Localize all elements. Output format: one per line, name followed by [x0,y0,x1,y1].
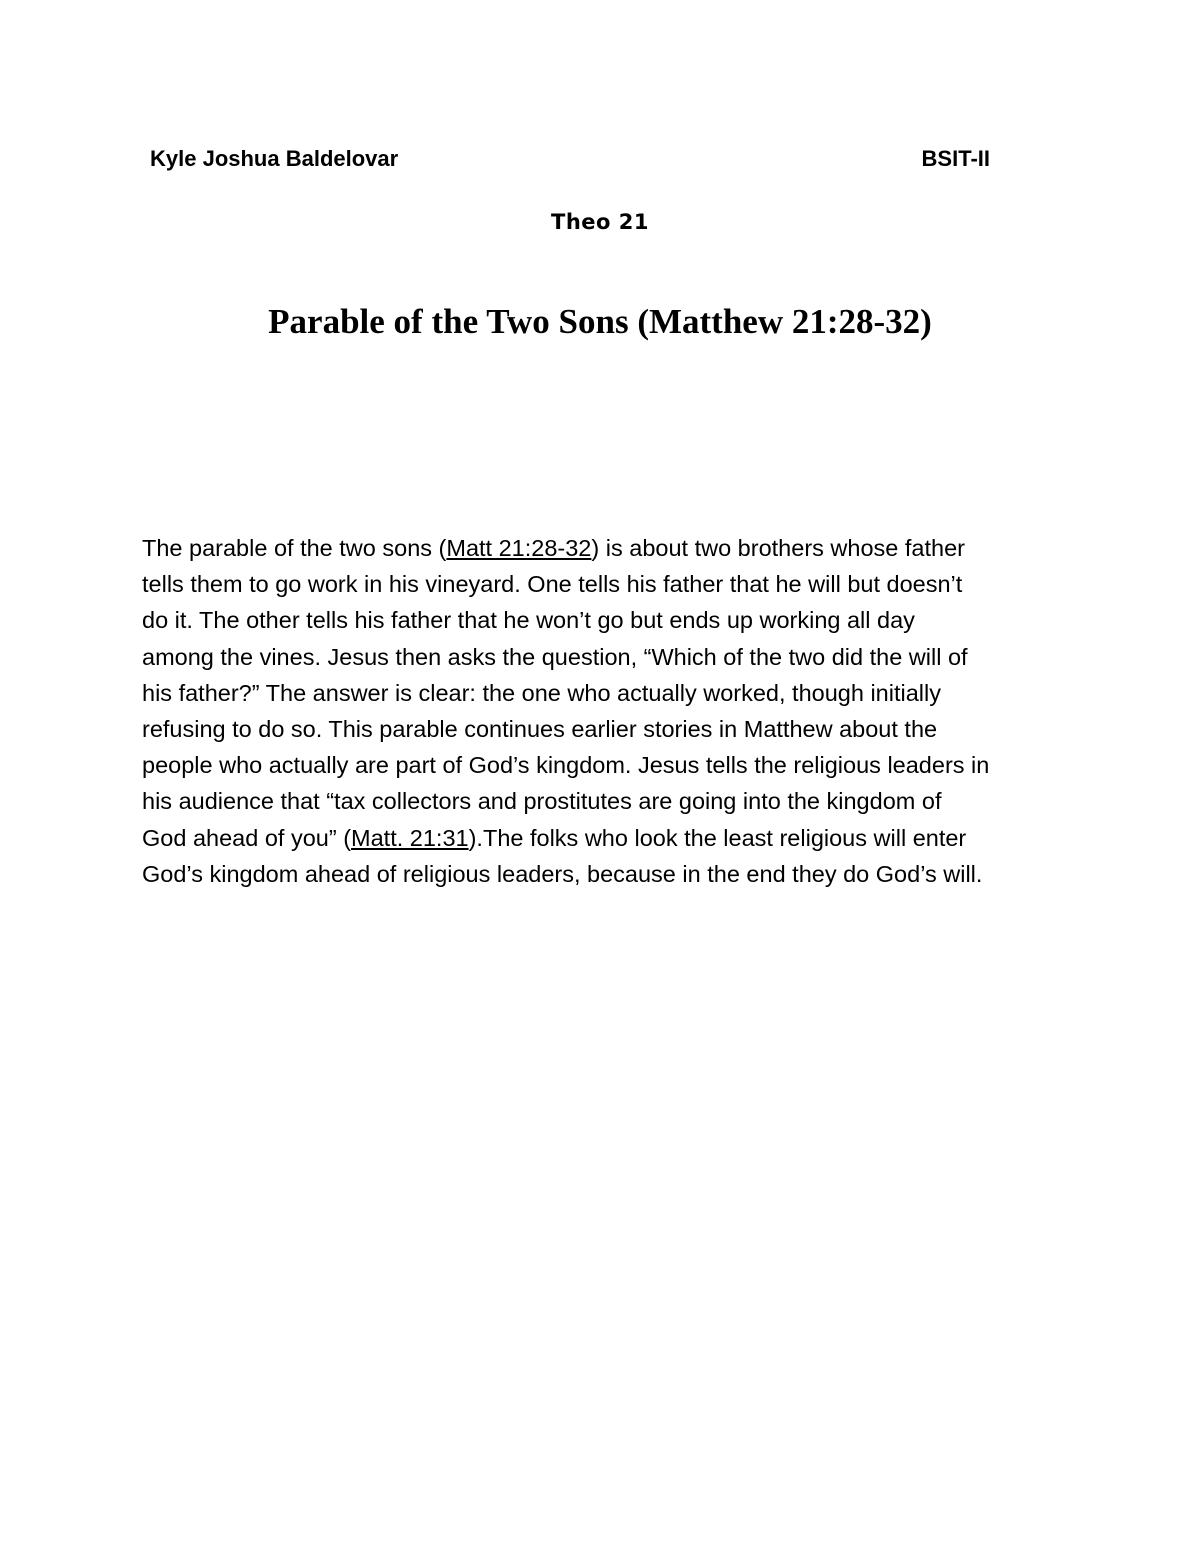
body-line [142,530,1062,566]
body-line: among the vines. Jesus then asks the question, “Which of the two did the will of [142,643,968,670]
body-text-segment: The parable of the two sons ( [142,535,447,561]
body-text-segment: God ahead of you” ( [142,824,352,851]
body-line: his audience that “tax collectors and prostitutes are going into the kingdom of [142,788,942,815]
body-line: people who actually are part of God’s kingdom. Jesus tells the religious leaders in [142,752,990,779]
subject-label: Theo 21 [551,210,649,234]
body-line: do it. The other tells his father that he won’t go but ends up working all day [142,607,915,634]
scripture-reference-link[interactable]: Matt 21:28-32 [446,535,592,561]
document-header [150,146,990,176]
body-text-segment: ) is about two brothers whose father [591,535,965,561]
body-line: God’s kingdom ahead of religious leaders, because in the end they do God’s will. [142,860,983,887]
course-label: BSIT-II [921,146,990,171]
author-name: Kyle Joshua Baldelovar [150,146,399,171]
document-title: Parable of the Two Sons (Matthew 21:28-32) [268,302,932,341]
body-line: tells them to go work in his vineyard. One tells his father that he will but doesn’t [142,571,963,598]
body-paragraph [142,530,1062,892]
scripture-reference-link[interactable]: Matt. 21:31 [351,824,469,851]
body-line: his father?” The answer is clear: the one who actually worked, though initially [142,679,941,706]
body-line [142,820,1062,856]
body-line: refusing to do so. This parable continues earlier stories in Matthew about the [142,716,938,743]
body-text-segment: ).The folks who look the least religious will enter [468,824,967,851]
